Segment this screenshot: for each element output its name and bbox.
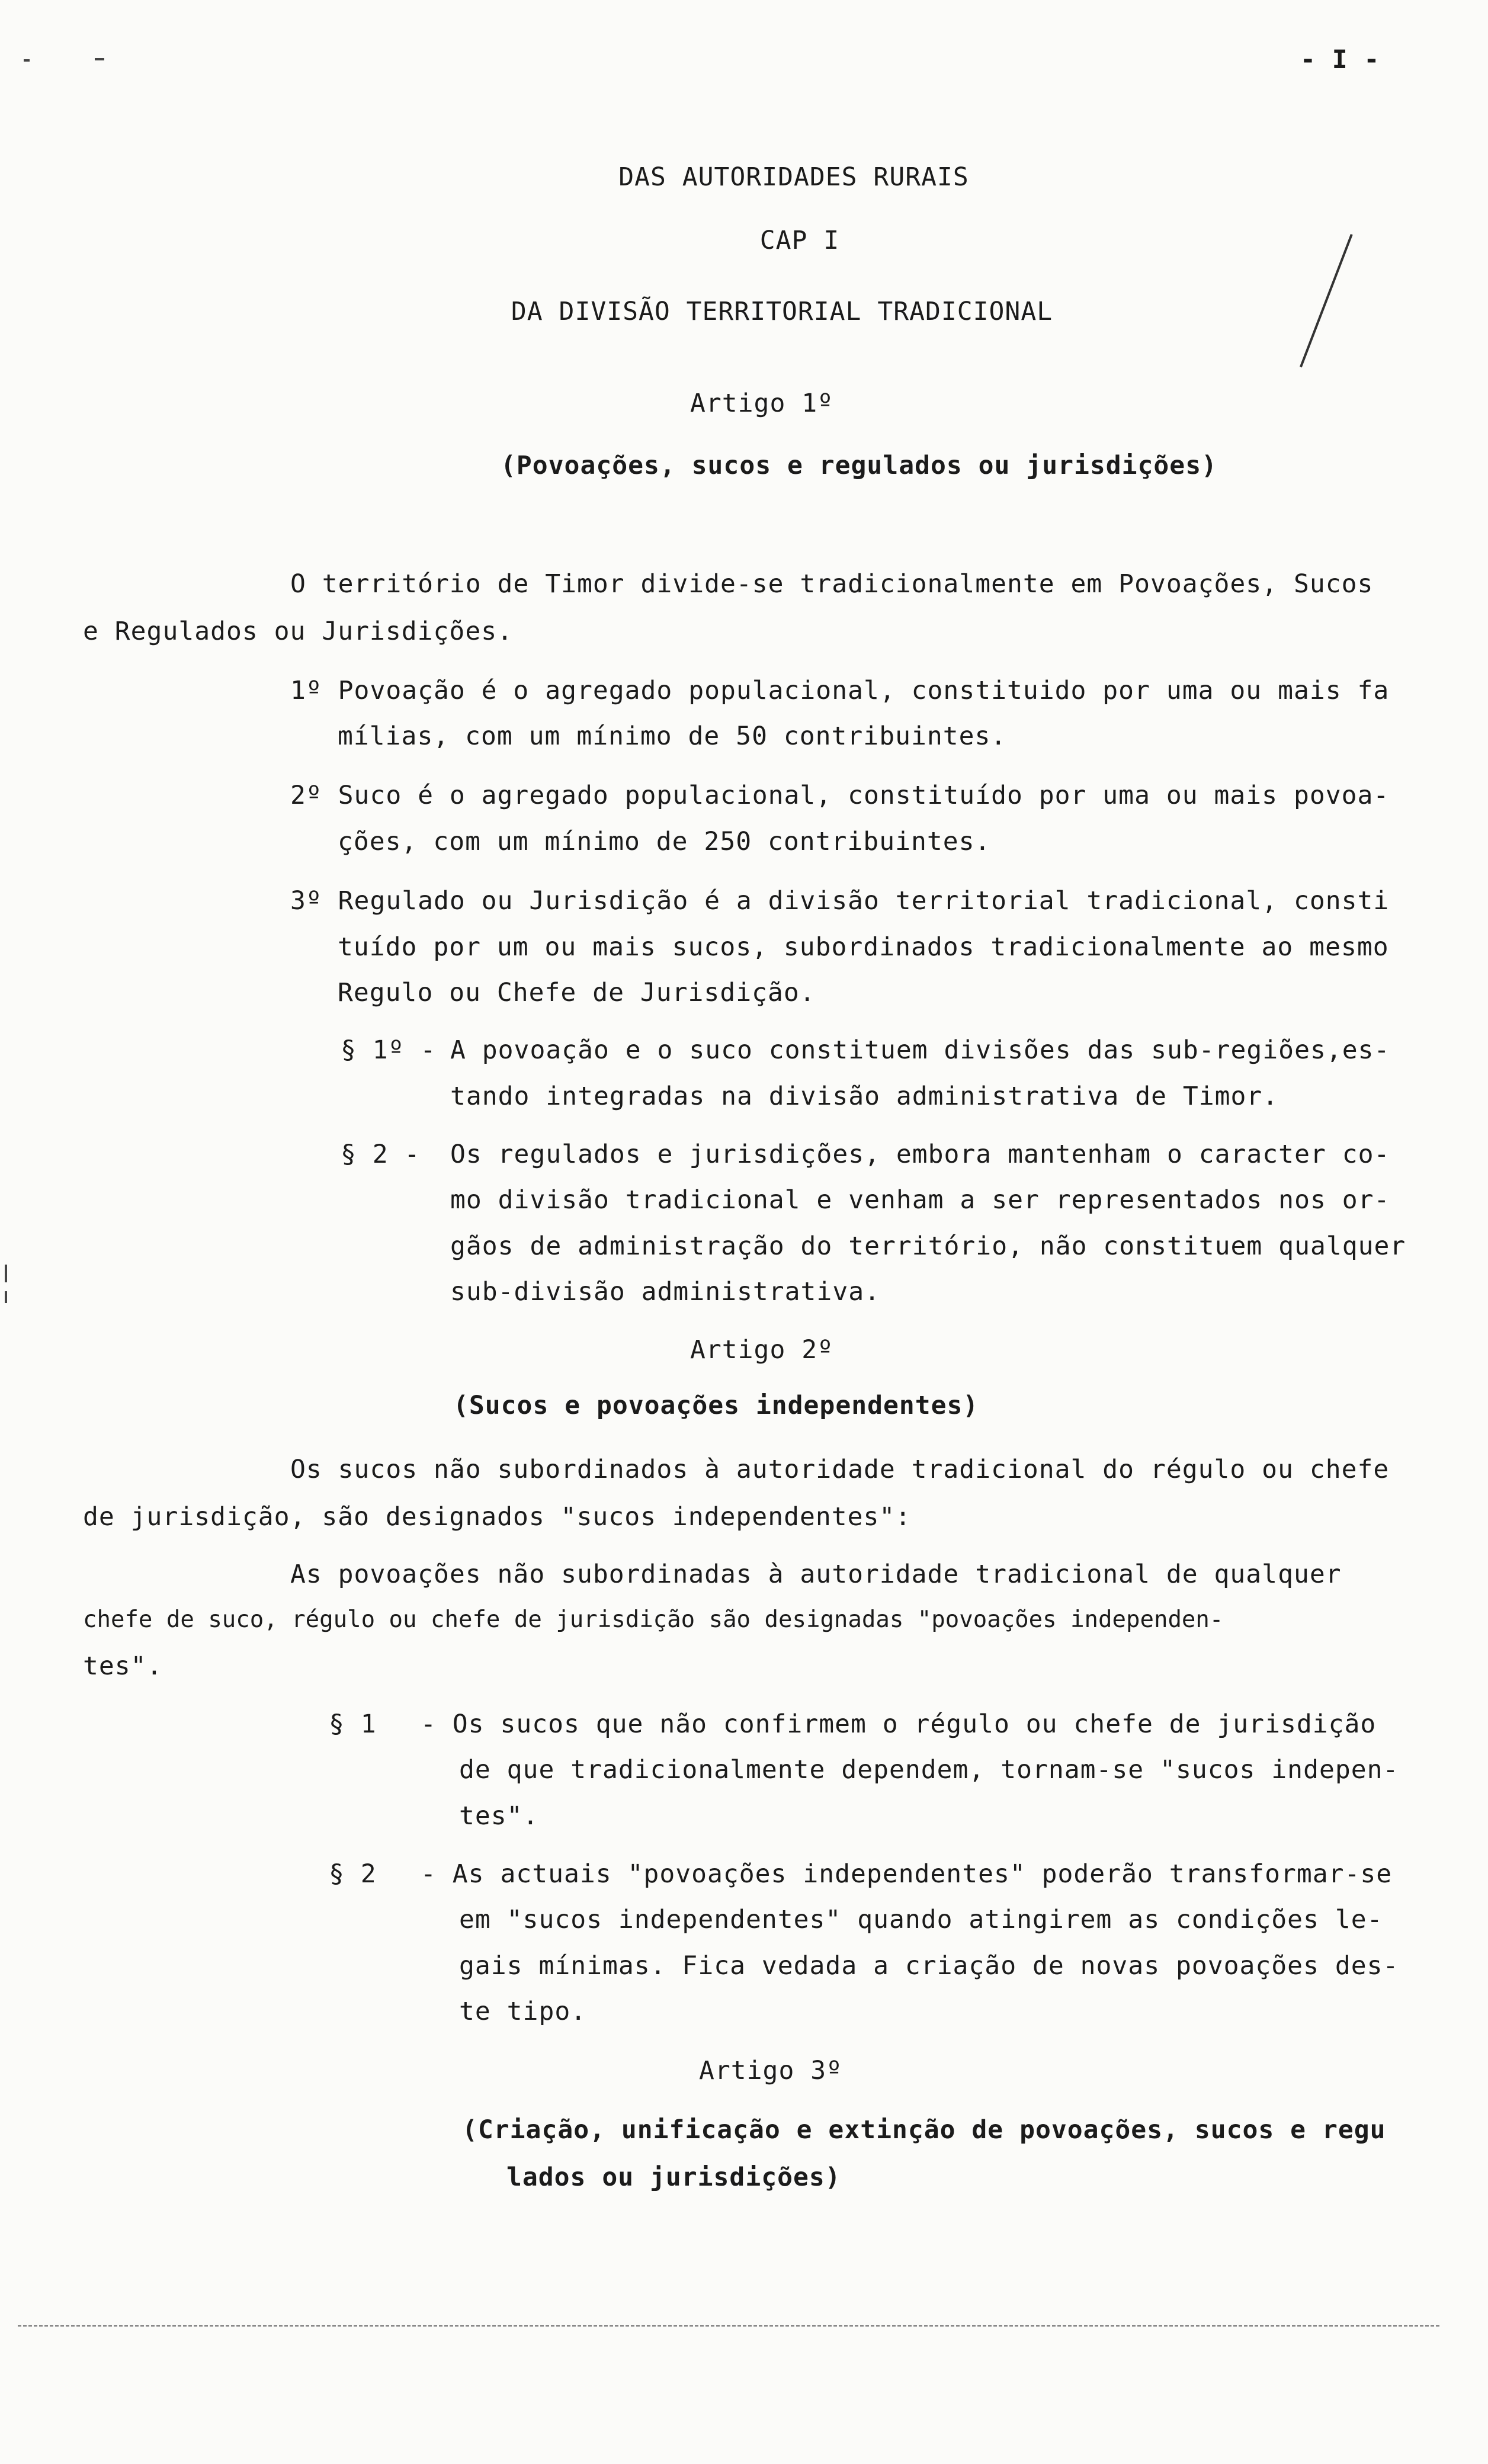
article-2-paragraph-1-line-3: tes". <box>459 1801 539 1831</box>
article-2-p2-line-1: As povoações não subordinadas à autoridade tradicional de qualquer <box>290 1560 1342 1589</box>
page-number: - I - <box>1300 45 1380 75</box>
article-1-item-1-line-2: mílias, com um mínimo de 50 contribuintes. <box>338 721 1007 751</box>
chapter-heading: CAP I <box>759 226 840 255</box>
article-1-heading: Artigo 1º <box>690 389 833 418</box>
article-2-heading: Artigo 2º <box>690 1335 833 1365</box>
article-2-p2-line-3: tes". <box>83 1651 163 1681</box>
article-2-p1-line-1: Os sucos não subordinados à autoridade tradicional do régulo ou chefe <box>290 1455 1390 1484</box>
article-2-paragraph-1-line-1: - Os sucos que não confirmem o régulo ou chefe de jurisdição <box>421 1709 1377 1739</box>
article-2-paragraph-1-line-2: de que tradicionalmente dependem, tornam-se "sucos indepen- <box>459 1755 1399 1785</box>
article-1-item-1-line-1: 1º Povoação é o agregado populacional, constituido por uma ou mais fa <box>290 676 1390 705</box>
article-1-paragraph-2-line-1: Os regulados e jurisdições, embora mantenham o caracter co- <box>450 1140 1390 1169</box>
article-3-subtitle-line-1: (Criação, unificação e extinção de povoações, sucos e regu <box>462 2115 1386 2145</box>
article-1-item-2-line-2: ções, com um mínimo de 250 contribuintes. <box>338 827 991 856</box>
pen-stroke <box>1300 234 1353 367</box>
scan-mark <box>24 59 30 62</box>
article-2-paragraph-1-label: § 1 <box>329 1709 377 1739</box>
scan-mark <box>5 1265 7 1282</box>
article-1-paragraph-2-label: § 2 - <box>341 1140 421 1169</box>
article-1-paragraph-2-line-3: gãos de administração do território, não constituem qualquer <box>450 1231 1406 1261</box>
article-1-intro-line-1: O território de Timor divide-se tradicionalmente em Povoações, Sucos <box>290 569 1374 599</box>
article-1-paragraph-1-line-2: tando integradas na divisão administrativa de Timor. <box>450 1082 1279 1111</box>
article-1-paragraph-2-line-2: mo divisão tradicional e venham a ser representados nos or- <box>450 1185 1390 1215</box>
article-1-intro-line-2: e Regulados ou Jurisdições. <box>83 617 513 646</box>
article-3-heading: Artigo 3º <box>699 2056 842 2086</box>
article-1-subtitle: (Povoações, sucos e regulados ou jurisdições) <box>501 451 1217 480</box>
article-1-item-2-line-1: 2º Suco é o agregado populacional, constituído por uma ou mais povoa- <box>290 781 1390 810</box>
scan-mark <box>95 58 104 60</box>
article-1-item-3-line-3: Regulo ou Chefe de Jurisdição. <box>338 978 816 1008</box>
article-3-subtitle-line-2: lados ou jurisdições) <box>506 2163 841 2192</box>
article-2-paragraph-2-line-1: - As actuais "povoações independentes" poderão transformar-se <box>421 1859 1393 1889</box>
page-bottom-rule <box>18 2325 1439 2327</box>
article-1-paragraph-2-line-4: sub-divisão administrativa. <box>450 1277 880 1307</box>
article-1-item-3-line-1: 3º Regulado ou Jurisdição é a divisão territorial tradicional, consti <box>290 886 1390 916</box>
chapter-title: DA DIVISÃO TERRITORIAL TRADICIONAL <box>511 297 1053 326</box>
article-1-paragraph-1-label: § 1º - <box>341 1035 437 1065</box>
article-2-paragraph-2-line-4: te tipo. <box>459 1997 587 2026</box>
article-2-subtitle: (Sucos e povoações independentes) <box>453 1391 979 1420</box>
document-title: DAS AUTORIDADES RURAIS <box>618 162 969 192</box>
article-2-p2-line-2: chefe de suco, régulo ou chefe de jurisdição são designadas "povoações independen- <box>83 1606 1224 1633</box>
article-2-p1-line-2: de jurisdição, são designados "sucos independentes": <box>83 1502 912 1532</box>
article-1-item-3-line-2: tuído por um ou mais sucos, subordinados tradicionalmente ao mesmo <box>338 932 1389 962</box>
article-2-paragraph-2-label: § 2 <box>329 1859 377 1889</box>
article-1-paragraph-1-line-1: A povoação e o suco constituem divisões das sub-regiões,es- <box>450 1035 1390 1065</box>
article-2-paragraph-2-line-2: em "sucos independentes" quando atingirem as condições le- <box>459 1905 1383 1934</box>
article-2-paragraph-2-line-3: gais mínimas. Fica vedada a criação de novas povoações des- <box>459 1951 1399 1981</box>
scan-mark <box>5 1291 7 1303</box>
